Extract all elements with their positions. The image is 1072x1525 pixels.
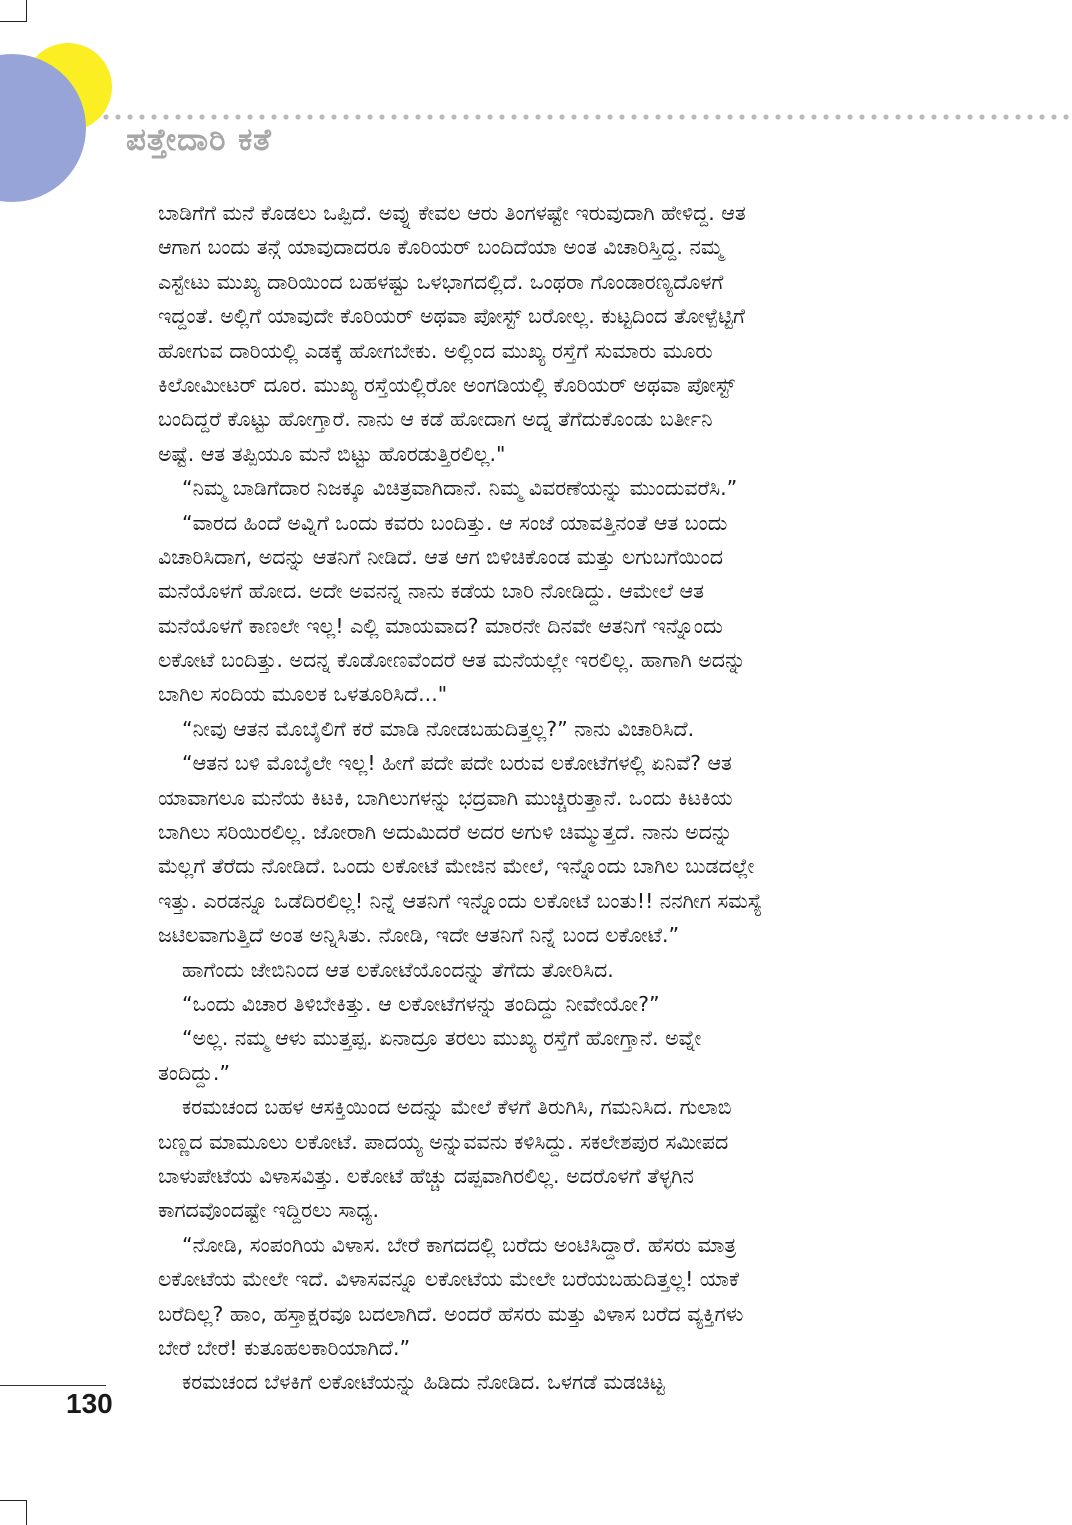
text-line: ಮನೆಯೊಳಗೆ ಕಾಣಲೇ ಇಲ್ಲ! ಎಲ್ಲಿ ಮಾಯವಾದ? ಮಾರನೇ ದಿನವೇ ಆತನಿಗೆ ಇನ್ನೊಂದು [158, 613, 723, 638]
text-line: ಬೇರೆ ಬೇರೆ! ಕುತೂಹಲಕಾರಿಯಾಗಿದೆ.” [158, 1335, 411, 1360]
text-line: ಬರೆದಿಲ್ಲ? ಹಾಂ, ಹಸ್ತಾಕ್ಷರವೂ ಬದಲಾಗಿದೆ. ಅಂದರೆ ಹೆಸರು ಮತ್ತು ವಿಳಾಸ ಬರೆದ ವ್ಯಕ್ತಿಗಳು [158, 1301, 744, 1326]
section-title: ಪತ್ತೇದಾರಿ ಕತೆ [126, 122, 272, 158]
text-line: ಕರಮಚಂದ ಬಹಳ ಆಸಕ್ತಿಯಿಂದ ಅದನ್ನು ಮೇಲೆ ಕೆಳಗೆ ತಿರುಗಿಸಿ, ಗಮನಿಸಿದ. ಗುಲಾಬಿ [182, 1095, 732, 1120]
text-line: ಬಾಗಿಲು ಸರಿಯಿರಲಿಲ್ಲ. ಜೋರಾಗಿ ಅದುಮಿದರೆ ಅದರ ಅಗುಳಿ ಚಿಮ್ಮುತ್ತದೆ. ನಾನು ಅದನ್ನು [158, 820, 733, 845]
text-line: ಬಾಗಿಲ ಸಂದಿಯ ಮೂಲಕ ಒಳತೂರಿಸಿದೆ..." [158, 682, 448, 707]
text-line: ಇತ್ತು. ಎರಡನ್ನೂ ಒಡೆದಿರಲಿಲ್ಲ! ನಿನ್ನೆ ಆತನಿಗೆ ಇನ್ನೊಂದು ಲಕೋಟೆ ಬಂತು!! ನನಗೀಗ ಸಮಸ್ಯೆ [158, 888, 763, 913]
text-line: ಇದ್ದಂತೆ. ಅಲ್ಲಿಗೆ ಯಾವುದೇ ಕೊರಿಯರ್ ಅಥವಾ ಪೋಸ್ಟ್ ಬರೋಲ್ಲ. ಕುಟ್ಟದಿಂದ ತೋಳ್ಪೆಟ್ಟಿಗೆ [158, 304, 745, 329]
text-line: ಕಿಲೋಮೀಟರ್ ದೂರ. ಮುಖ್ಯ ರಸ್ತೆಯಲ್ಲಿರೋ ಅಂಗಡಿಯಲ್ಲಿ ಕೊರಿಯರ್ ಅಥವಾ ಪೋಸ್ಟ್ [158, 372, 735, 397]
text-line: ಕಾಗದವೊಂದಷ್ಟೇ ಇದ್ದಿರಲು ಸಾಧ್ಯ. [158, 1198, 380, 1223]
text-line: ಅಷ್ಟೆ. ಆತ ತಪ್ಪಿಯೂ ಮನೆ ಬಿಟ್ಟು ಹೊರಡುತ್ತಿರಲಿಲ್ಲ." [158, 441, 506, 466]
text-line: “ಒಂದು ವಿಚಾರ ತಿಳಿಬೇಕಿತ್ತು. ಆ ಲಕೋಟೆಗಳನ್ನು ತಂದಿದ್ದು ನೀವೇಯೋ?” [182, 991, 660, 1016]
text-line: ಬಂದಿದ್ದರೆ ಕೊಟ್ಟು ಹೋಗ್ತಾರೆ. ನಾನು ಆ ಕಡೆ ಹೋದಾಗ ಅದ್ನ ತೆಗೆದುಕೊಂಡು ಬರ್ತೀನಿ [158, 407, 713, 432]
crop-mark-bottom-horizontal [0, 1500, 26, 1501]
text-line: ಎಸ್ಟೇಟು ಮುಖ್ಯ ದಾರಿಯಿಂದ ಬಹಳಷ್ಟು ಒಳಭಾಗದಲ್ಲಿದೆ. ಒಂಥರಾ ಗೊಂಡಾರಣ್ಯದೊಳಗೆ [158, 269, 724, 294]
text-line: ಜಟಿಲವಾಗುತ್ತಿದೆ ಅಂತ ಅನ್ನಿಸಿತು. ನೋಡಿ, ಇದೇ ಆತನಿಗೆ ನಿನ್ನೆ ಬಂದ ಲಕೋಟೆ.” [158, 923, 680, 948]
text-line: “ಆತನ ಬಳಿ ಮೊಬೈಲೇ ಇಲ್ಲ! ಹೀಗೆ ಪದೇ ಪದೇ ಬರುವ ಲಕೋಟೆಗಳಲ್ಲಿ ಏನಿವೆ? ಆತ [182, 751, 732, 776]
text-line: ಬಾಡಿಗೆಗೆ ಮನೆ ಕೊಡಲು ಒಪ್ಪಿದೆ. ಅವ್ನು ಕೇವಲ ಆರು ತಿಂಗಳಷ್ಟೇ ಇರುವುದಾಗಿ ಹೇಳಿದ್ದ. ಆತ [158, 201, 746, 225]
text-line: ಲಕೋಟೆಯ ಮೇಲೇ ಇದೆ. ವಿಳಾಸವನ್ನೂ ಲಕೋಟೆಯ ಮೇಲೇ ಬರೆಯಬಹುದಿತ್ತಲ್ಲ! ಯಾಕೆ [158, 1267, 740, 1292]
text-line: ವಿಚಾರಿಸಿದಾಗ, ಅದನ್ನು ಆತನಿಗೆ ನೀಡಿದೆ. ಆತ ಆಗ ಬಿಳಿಚಿಕೊಂಡ ಮತ್ತು ಲಗುಬಗೆಯಿಂದ [158, 544, 723, 569]
text-line: ಹಾಗೆಂದು ಜೇಬಿನಿಂದ ಆತ ಲಕೋಟೆಯೊಂದನ್ನು ತೆಗೆದು ತೋರಿಸಿದ. [182, 957, 614, 982]
text-line: ಮನೆಯೊಳಗೆ ಹೋದ. ಅದೇ ಅವನನ್ನ ನಾನು ಕಡೆಯ ಬಾರಿ ನೋಡಿದ್ದು. ಆಮೇಲೆ ಆತ [158, 579, 704, 604]
text-line: “ನೋಡಿ, ಸಂಪಂಗಿಯ ವಿಳಾಸ. ಬೇರೆ ಕಾಗದದಲ್ಲಿ ಬರೆದು ಅಂಟಿಸಿದ್ದಾರೆ. ಹೆಸರು ಮಾತ್ರ [182, 1232, 737, 1257]
footer-rule [0, 1385, 106, 1386]
text-line: ಕರಮಚಂದ ಬೆಳಕಿಗೆ ಲಕೋಟೆಯನ್ನು ಹಿಡಿದು ನೋಡಿದ. ಒಳಗಡೆ ಮಡಚಿಟ್ಟ [182, 1370, 665, 1395]
header-decoration [0, 0, 130, 210]
page-number: 130 [66, 1388, 113, 1419]
dotted-rule [100, 113, 1072, 121]
text-line: “ವಾರದ ಹಿಂದೆ ಅವ್ನಿಗೆ ಒಂದು ಕವರು ಬಂದಿತ್ತು. ಆ ಸಂಜೆ ಯಾವತ್ತಿನಂತೆ ಆತ ಬಂದು [182, 510, 728, 535]
story-text [158, 196, 908, 1400]
crop-mark-bottom-vertical [26, 1500, 27, 1525]
text-line: ಬಣ್ಣದ ಮಾಮೂಲು ಲಕೋಟೆ. ಪಾದಯ್ಯ ಅನ್ನುವವನು ಕಳಿಸಿದ್ದು. ಸಕಲೇಶಪುರ ಸಮೀಪದ [158, 1129, 729, 1154]
text-line: ಆಗಾಗ ಬಂದು ತನ್ಗೆ ಯಾವುದಾದರೂ ಕೊರಿಯರ್ ಬಂದಿದೆಯಾ ಅಂತ ವಿಚಾರಿಸ್ತಿದ್ದ. ನಮ್ಮ [158, 235, 724, 260]
text-line: “ನಿಮ್ಮ ಬಾಡಿಗೆದಾರ ನಿಜಕ್ಕೂ ವಿಚಿತ್ರವಾಗಿದಾನೆ. ನಿಮ್ಮ ವಿವರಣೆಯನ್ನು ಮುಂದುವರೆಸಿ.” [182, 476, 738, 501]
text-line: ಮೆಲ್ಲಗೆ ತೆರೆದು ನೋಡಿದೆ. ಒಂದು ಲಕೋಟೆ ಮೇಜಿನ ಮೇಲೆ, ಇನ್ನೊಂದು ಬಾಗಿಲ ಬುಡದಲ್ಲೇ [158, 854, 755, 879]
text-line: ತಂದಿದ್ದು.” [158, 1060, 230, 1085]
text-line: ಬಾಳುಪೇಟೆಯ ವಿಳಾಸವಿತ್ತು. ಲಕೋಟೆ ಹೆಚ್ಚು ದಪ್ಪವಾಗಿರಲಿಲ್ಲ. ಅದರೊಳಗೆ ತೆಳ್ಳಗಿನ [158, 1163, 694, 1188]
text-line: ಯಾವಾಗಲೂ ಮನೆಯ ಕಿಟಕಿ, ಬಾಗಿಲುಗಳನ್ನು ಭದ್ರವಾಗಿ ಮುಚ್ಚಿರುತ್ತಾನೆ. ಒಂದು ಕಿಟಕಿಯ [158, 785, 733, 810]
text-line: “ನೀವು ಆತನ ಮೊಬೈಲಿಗೆ ಕರೆ ಮಾಡಿ ನೋಡಬಹುದಿತ್ತಲ್ಲ?” ನಾನು ವಿಚಾರಿಸಿದೆ. [182, 716, 695, 741]
text-line: “ಅಲ್ಲ. ನಮ್ಮ ಆಳು ಮುತ್ತಪ್ಪ. ಏನಾದ್ರೂ ತರಲು ಮುಖ್ಯ ರಸ್ತೆಗೆ ಹೋಗ್ತಾನೆ. ಅವ್ನೇ [182, 1026, 702, 1051]
text-line: ಹೋಗುವ ದಾರಿಯಲ್ಲಿ ಎಡಕ್ಕೆ ಹೋಗಬೇಕು. ಅಲ್ಲಿಂದ ಮುಖ್ಯ ರಸ್ತೆಗೆ ಸುಮಾರು ಮೂರು [158, 338, 713, 363]
text-line: ಲಕೋಟೆ ಬಂದಿತ್ತು. ಅದನ್ನ ಕೊಡೋಣವೆಂದರೆ ಆತ ಮನೆಯಲ್ಲೇ ಇರಲಿಲ್ಲ. ಹಾಗಾಗಿ ಅದನ್ನು [158, 648, 746, 673]
